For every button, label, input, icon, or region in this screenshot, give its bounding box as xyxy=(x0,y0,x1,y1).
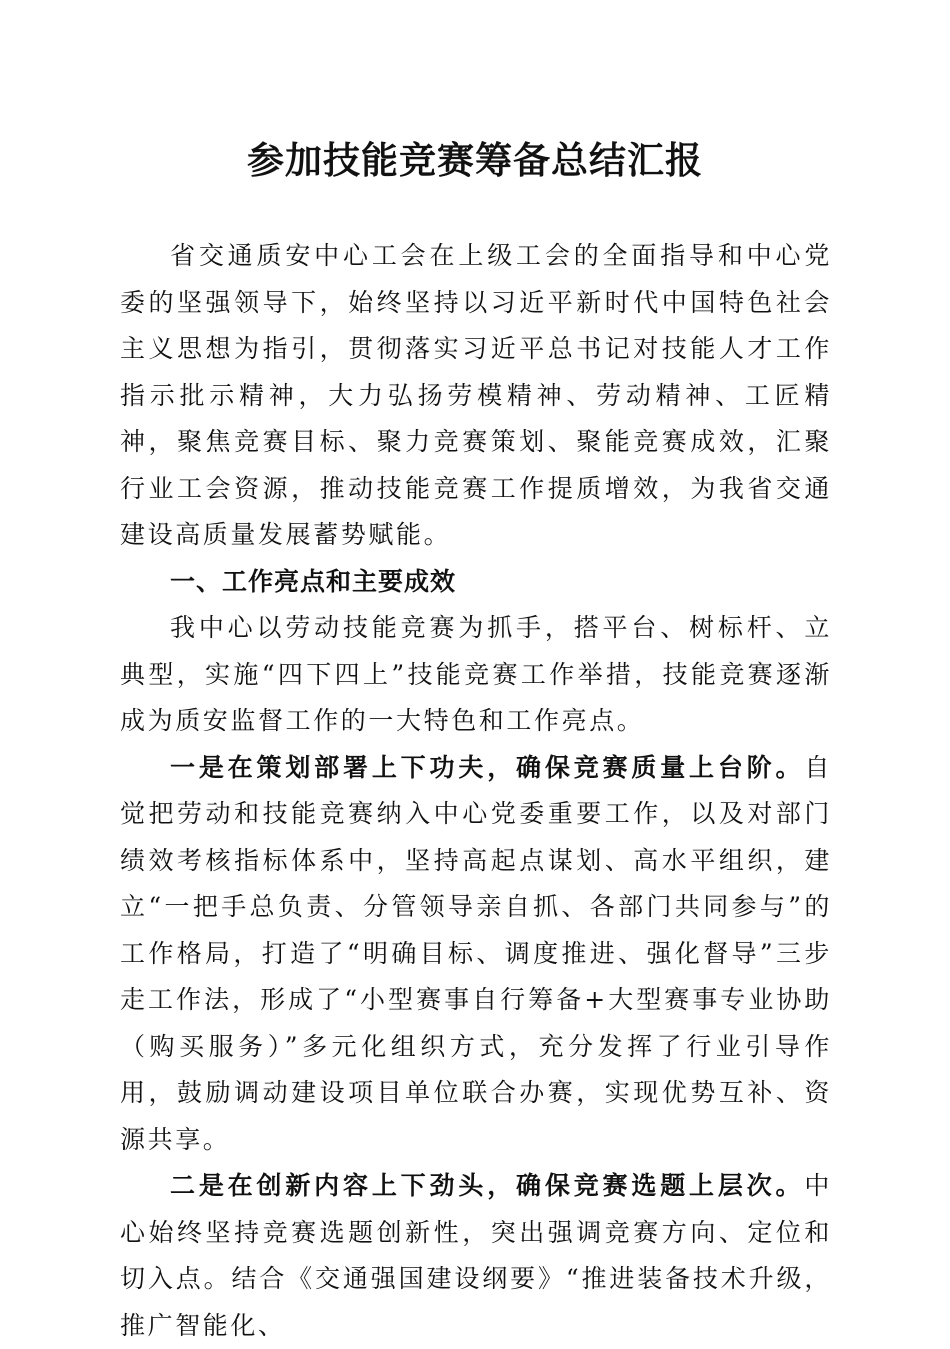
point-one-text: 自觉把劳动和技能竞赛纳入中心党委重要工作，以及对部门绩效考核指标体系中，坚持高起点谋划、高水平组织，建立“一把手总负责、分管领导亲自抓、各部门共同参与”的工作格局，打造了“明确目标、调度推进、强化督导”三步走工作法，形成了“小型赛事自行筹备+大型赛事专业协助（购买服务）”多元化组织方式，充分发挥了行业引导作用，鼓励调动建设项目单位联合办赛，实现优势互补、资源共享。 xyxy=(120,752,832,1154)
point-two-paragraph xyxy=(120,1163,832,1349)
intro-paragraph: 省交通质安中心工会在上级工会的全面指导和中心党委的坚强领导下，始终坚持以习近平新时代中国特色社会主义思想为指引，贯彻落实习近平总书记对技能人才工作指示批示精神，大力弘扬劳模精神、劳动精神、工匠精神，聚焦竞赛目标、聚力竞赛策划、聚能竞赛成效，汇聚行业工会资源，推动技能竞赛工作提质增效，为我省交通建设高质量发展蓄势赋能。 xyxy=(120,241,832,549)
section-heading: 一、工作亮点和主要成效 xyxy=(170,566,457,596)
point-two-lead: 二是在创新内容上下劲头，确保竞赛选题上层次。 xyxy=(170,1171,805,1200)
section-intro-paragraph: 我中心以劳动技能竞赛为抓手，搭平台、树标杆、立典型，实施“四下四上”技能竞赛工作举措，技能竞赛逐渐成为质安监督工作的一大特色和工作亮点。 xyxy=(120,613,832,735)
document-body xyxy=(120,233,832,1349)
point-one-lead: 一是在策划部署上下功夫，确保竞赛质量上台阶。 xyxy=(170,752,805,782)
point-two-text: 中心始终坚持竞赛选题创新性，突出强调竞赛方向、定位和切入点。结合《交通强国建设纲要》“推进装备技术升级，推广智能化、 xyxy=(120,1171,832,1340)
point-one-paragraph xyxy=(120,745,832,1164)
document-title: 参加技能竞赛筹备总结汇报 xyxy=(247,138,703,182)
